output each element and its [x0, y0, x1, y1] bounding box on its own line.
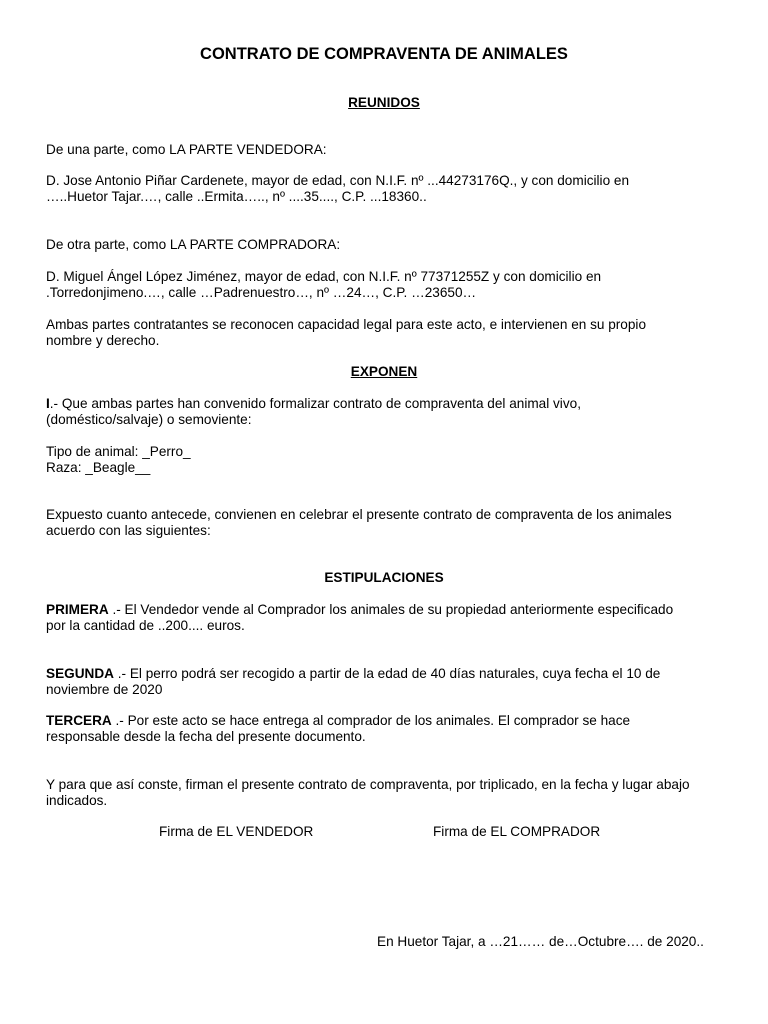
animal-details: [46, 444, 736, 476]
tercera-line2: responsable desde la fecha del presente documento.: [46, 729, 366, 744]
segunda-line1: [46, 666, 736, 682]
exponen-item-number: I: [46, 396, 50, 411]
tercera-line1: [46, 713, 736, 729]
cierre-line1: Y para que así conste, firman el presente contrato de compraventa, por triplicado, en la fecha y lugar abajo: [46, 777, 690, 792]
segunda-text: .- El perro podrá ser recogido a partir de la edad de 40 días naturales, cuya fecha el 10 de: [113, 666, 661, 681]
primera-label: PRIMERA: [46, 602, 109, 617]
animal-raza: Raza: _Beagle__: [46, 460, 151, 475]
estipulacion-tercera: [46, 713, 736, 745]
vendedora-details: [46, 173, 736, 205]
compradora-intro-text: De otra parte, como LA PARTE COMPRADORA:: [46, 237, 341, 252]
compradora-details-line1: D. Miguel Ángel López Jiménez, mayor de edad, con N.I.F. nº 77371255Z y con domicilio en: [46, 269, 602, 284]
exponen-item-line2: (doméstico/salvaje) o semoviente:: [46, 412, 252, 427]
vendedora-intro: [46, 142, 736, 158]
primera-line1: [46, 602, 736, 618]
exponen-item-text: .- Que ambas partes han convenido formalizar contrato de compraventa del animal vivo,: [49, 396, 581, 411]
exponen-item: [46, 396, 736, 428]
document-title: CONTRATO DE COMPRAVENTA DE ANIMALES: [200, 45, 568, 63]
section-heading-estipulaciones: ESTIPULACIONES: [324, 570, 444, 585]
capacidad-legal-line2: nombre y derecho.: [46, 333, 160, 348]
exponen-item-line1: [46, 396, 736, 412]
animal-tipo: Tipo de animal: _Perro_: [46, 444, 191, 459]
firma-vendedor: Firma de EL VENDEDOR: [159, 824, 314, 839]
section-heading-reunidos: REUNIDOS: [348, 95, 420, 110]
segunda-label: SEGUNDA: [46, 666, 114, 681]
firma-comprador: Firma de EL COMPRADOR: [433, 824, 601, 839]
vendedora-intro-text: De una parte, como LA PARTE VENDEDORA:: [46, 142, 327, 157]
compradora-details: [46, 269, 736, 301]
cierre-line2: indicados.: [46, 793, 108, 808]
segunda-line2: noviembre de 2020: [46, 682, 163, 697]
expuesto-paragraph: [46, 507, 736, 539]
estipulacion-segunda: [46, 666, 736, 698]
primera-line2: por la cantidad de ..200.... euros.: [46, 618, 245, 633]
capacidad-legal-line1: Ambas partes contratantes se reconocen capacidad legal para este acto, e intervienen en su propio: [46, 317, 647, 332]
tercera-text: .- Por este acto se hace entrega al comprador de los animales. El comprador se hace: [111, 713, 631, 728]
estipulacion-primera: [46, 602, 736, 634]
lugar-fecha: En Huetor Tajar, a …21…… de…Octubre…. de 2020..: [377, 934, 704, 949]
expuesto-line1: Expuesto cuanto antecede, convienen en celebrar el presente contrato de compraventa de los animales: [46, 507, 672, 522]
tercera-label: TERCERA: [46, 713, 112, 728]
cierre-paragraph: [46, 777, 736, 809]
vendedora-details-line1: D. Jose Antonio Piñar Cardenete, mayor de edad, con N.I.F. nº ...44273176Q., y con domicilio en: [46, 173, 630, 188]
compradora-details-line2: .Torredonjimeno.…, calle …Padrenuestro…, nº …24…, C.P. …23650…: [46, 285, 477, 300]
expuesto-line2: acuerdo con las siguientes:: [46, 523, 211, 538]
vendedora-details-line2: …..Huetor Tajar.…, calle ..Ermita….., nº ....35...., C.P. ...18360..: [46, 189, 427, 204]
compradora-intro: [46, 237, 736, 253]
capacidad-legal: [46, 317, 736, 349]
section-heading-exponen: EXPONEN: [350, 364, 418, 379]
primera-text: .- El Vendedor vende al Comprador los animales de su propiedad anteriormente especificado: [108, 602, 674, 617]
